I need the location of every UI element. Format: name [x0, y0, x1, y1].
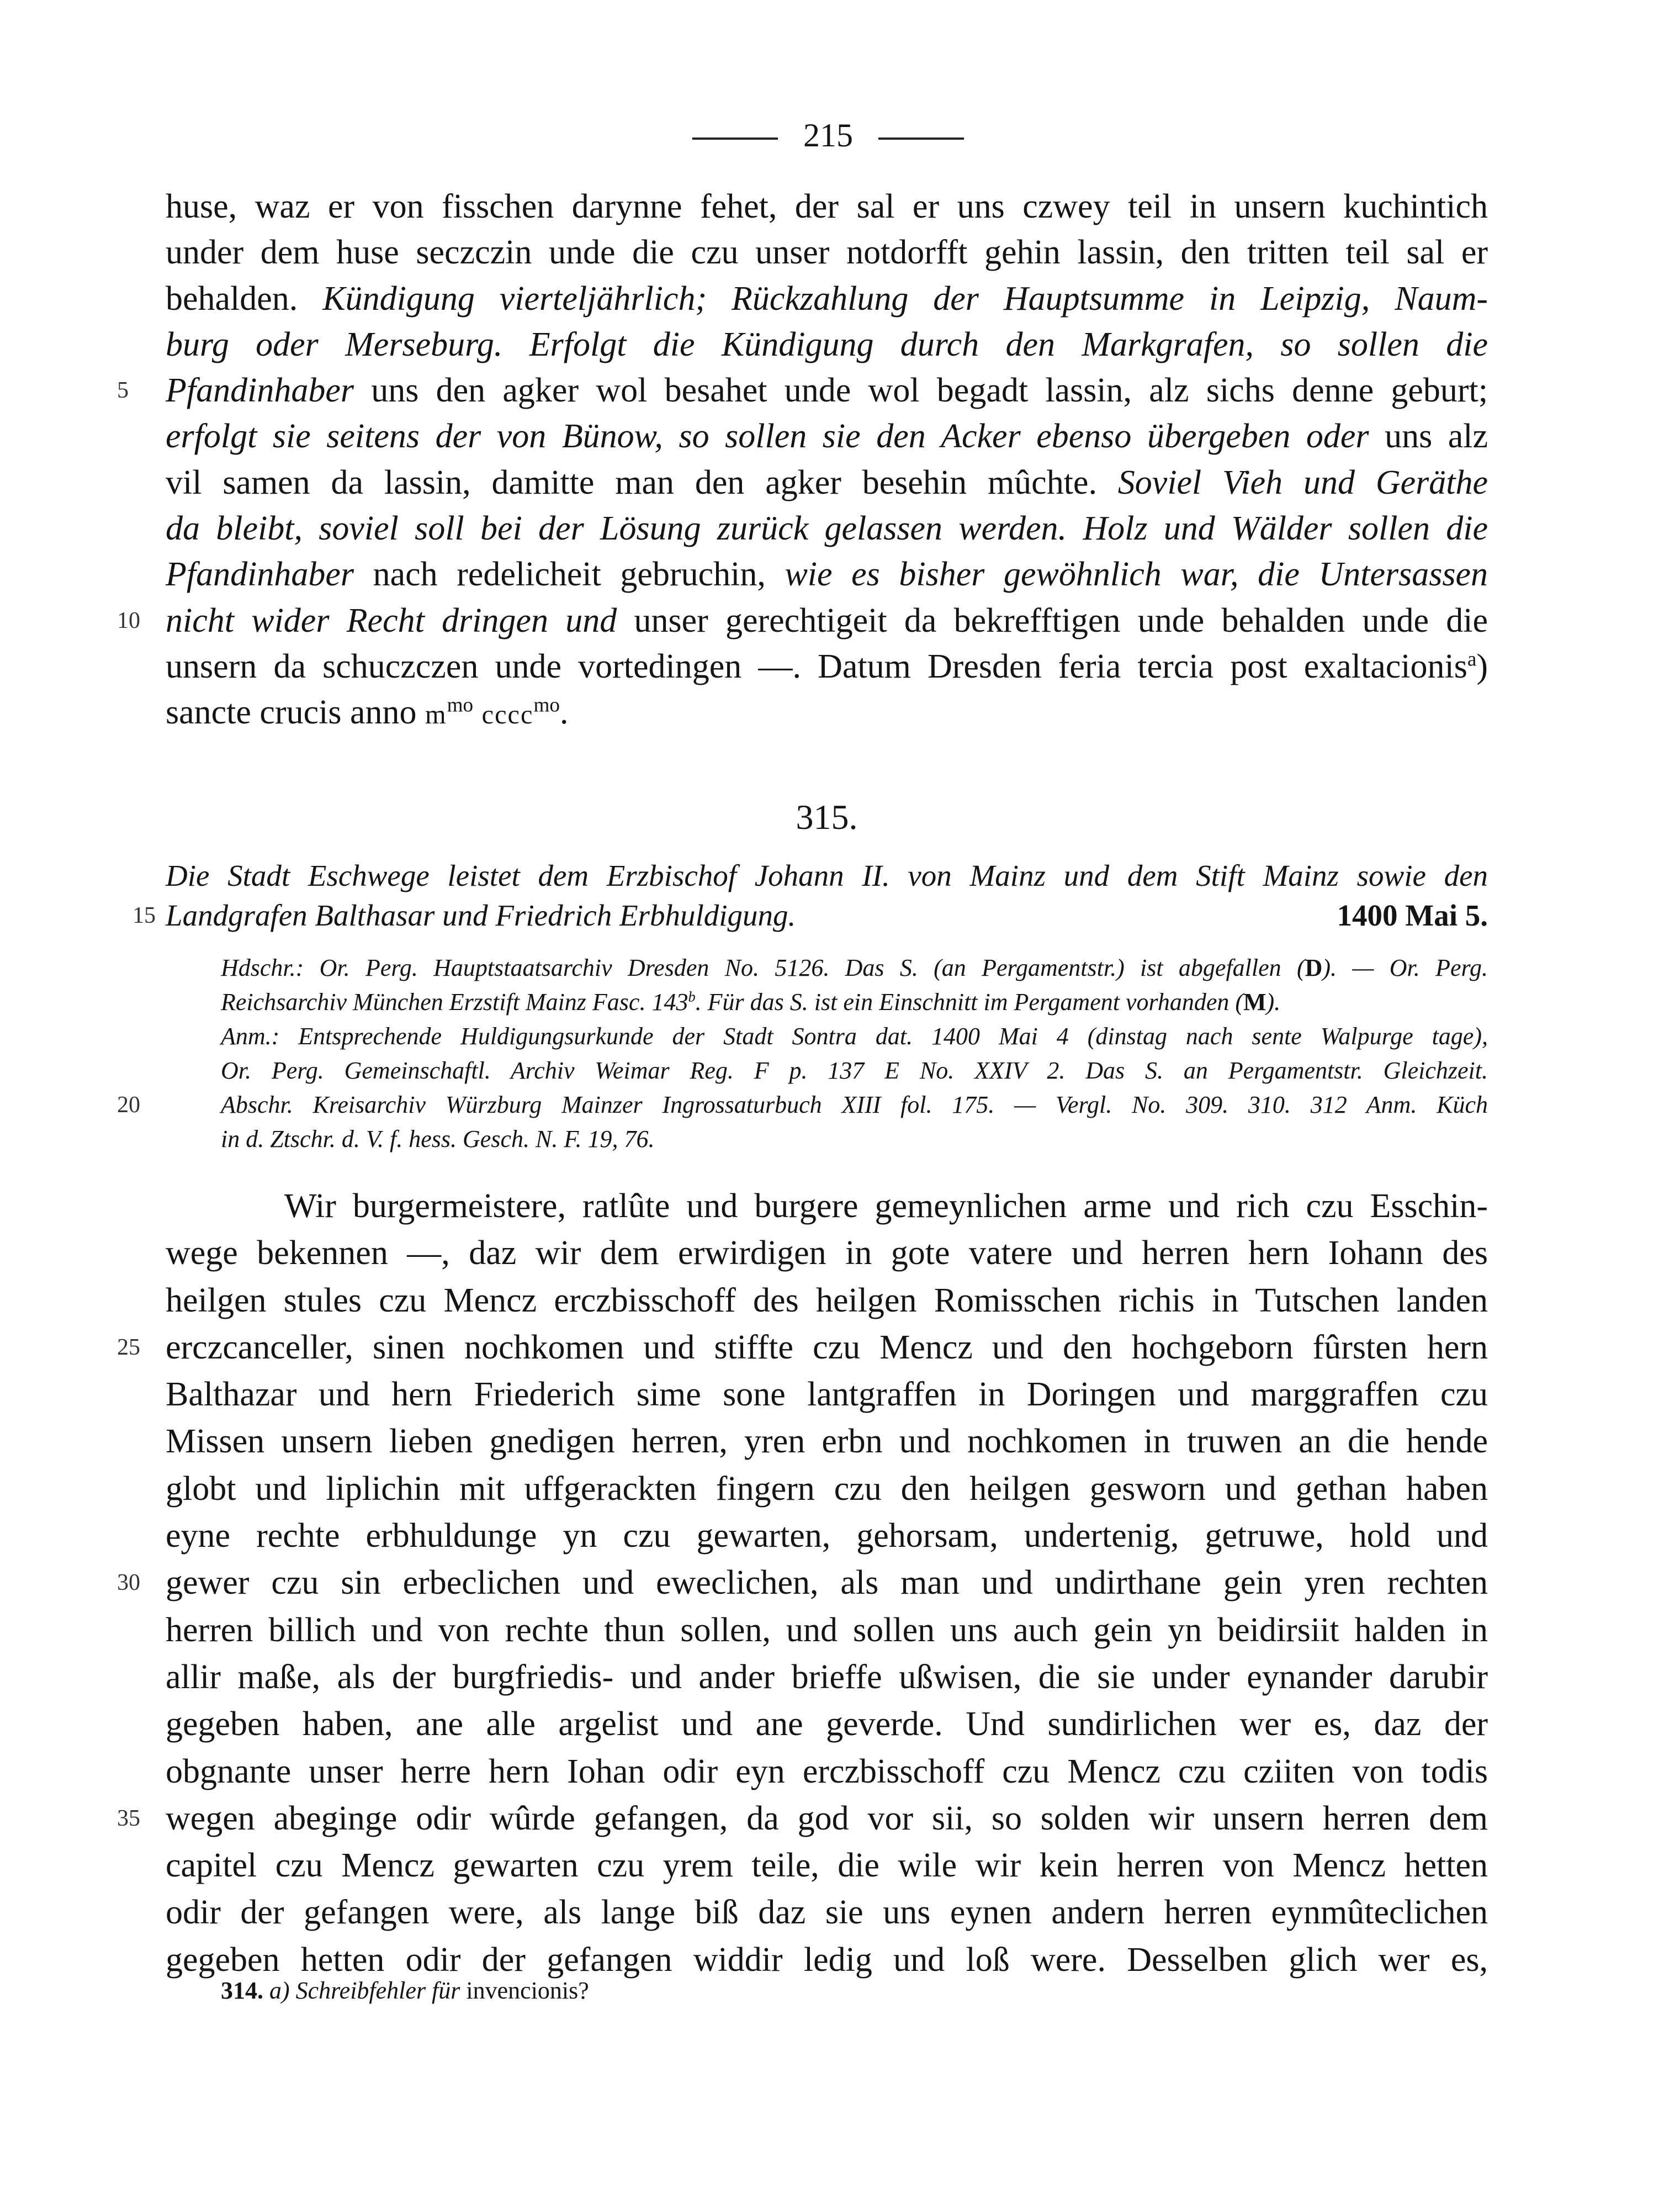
- text-segment: in d. Ztschr. d. V. f. hess. Gesch. N. F. 19, 76.: [221, 1125, 655, 1152]
- text-segment: burg oder Merseburg. Erfolgt die Kündigung durch den Markgrafen, so sollen die: [166, 325, 1488, 363]
- text-line: [117, 1795, 1488, 1842]
- text-line: [166, 322, 1488, 368]
- text-line: [166, 1842, 1488, 1889]
- line-text: gegeben hetten odir der gefangen widdir ledig und loß were. Desselben glich wer es,: [166, 1941, 1488, 1979]
- text-segment: erfolgt sie seitens der von Bünow, so sollen sie den Acker ebenso übergeben oder: [166, 417, 1369, 456]
- line-number: 25: [117, 1334, 140, 1360]
- text-line: [166, 1701, 1488, 1748]
- note-line: [221, 1019, 1488, 1054]
- line-number: 35: [117, 1805, 140, 1831]
- text-segment: da bleibt, soviel soll bei der Lösung zurück gelassen werden. Holz und Wälder sollen die: [166, 510, 1488, 548]
- text-segment: (dinstag nach sente Walpurge tage),: [1068, 1023, 1488, 1050]
- document-rubric: [133, 856, 1488, 935]
- text-segment: Pfandinhaber: [166, 372, 354, 410]
- line-text: gewer czu sin erbeclichen und eweclichen, als man und undirthane gein yren rechten: [166, 1564, 1488, 1602]
- note-line: [221, 985, 1488, 1019]
- text-line: [117, 368, 1488, 414]
- page-header: [663, 113, 994, 157]
- text-segment: Reichsarchiv München Erzstift Mainz Fasc. 143: [221, 988, 688, 1016]
- line-text: obgnante unser herre hern Iohan odir eyn erczbisschoff czu Mencz czu cziiten von todis: [166, 1752, 1488, 1790]
- text-segment: Kündigung vierteljährlich; Rückzahlung der Hauptsumme in Leipzig, Naum-: [322, 279, 1488, 318]
- text-segment: mo: [447, 694, 474, 717]
- header-rule-right: [878, 138, 964, 140]
- text-segment: a: [1467, 648, 1477, 671]
- line-number: 30: [117, 1570, 140, 1596]
- text-segment: unsern da schuczczen unde vortedingen —. Datum Dresden feria tercia post exaltacionis: [166, 647, 1467, 685]
- text-line: [166, 690, 1488, 736]
- note-line: [221, 1122, 1488, 1156]
- line-text: wegen abeginge odir wûrde gefangen, da god vor sii, so solden wir unsern herren dem: [166, 1799, 1488, 1837]
- text-line: [166, 1418, 1488, 1465]
- line-text: odir der gefangen were, als lange biß daz sie uns eynen andern herren eynmûteclichen: [166, 1894, 1488, 1932]
- text-segment: ). — Or. Perg.: [1322, 954, 1488, 981]
- text-line: [166, 230, 1488, 276]
- text-line: [117, 598, 1488, 644]
- text-line: [166, 460, 1488, 506]
- text-segment: under dem huse seczczin unde die czu unser notdorfft gehin lassin, den tritten teil sal er: [166, 234, 1488, 272]
- text-segment: D: [1305, 954, 1323, 981]
- text-segment: Pfandinhaber: [166, 556, 354, 594]
- line-number: 5: [117, 378, 129, 404]
- text-line: [166, 1748, 1488, 1795]
- footnote-ref: 314.: [221, 1977, 263, 2004]
- text-segment: ): [1476, 647, 1488, 685]
- line-text: eyne rechte erbhuldunge yn czu gewarten, gehorsam, undertenig, getruwe, hold und: [166, 1517, 1488, 1555]
- text-segment: uns den agker wol besahet unde wol begadt lassin, alz sichs denne geburt;: [353, 372, 1488, 410]
- note-line: [117, 1088, 1488, 1122]
- footnote-mark: a): [269, 1977, 290, 2004]
- text-segment: vil samen da lassin, damitte man den agker besehin mûchte.: [166, 463, 1118, 501]
- text-segment: Abschr. Kreisarchiv Würzburg Mainzer Ingrossaturbuch XIII fol. 175. — Vergl. No. 309. 310. 312 Anm. Küch: [221, 1091, 1488, 1118]
- text-segment: . Für das S. ist ein Einschnitt im Pergament vorhanden (: [695, 988, 1243, 1016]
- line-text: allir maße, als der burgfriedis- und ander brieffe ußwisen, die sie under eynander darubir: [166, 1658, 1488, 1696]
- text-line: [166, 644, 1488, 690]
- text-segment: unser gerechtigeit da bekrefftigen unde behalden unde die: [617, 601, 1488, 639]
- text-line: [117, 1324, 1488, 1371]
- text-segment: Anm.: Entsprechende Huldigungsurkunde der Stadt Sontra dat. 1400 Mai 4: [221, 1023, 1069, 1050]
- text-segment: ).: [1266, 988, 1281, 1016]
- text-line: [166, 276, 1488, 322]
- line-text: Balthazar und hern Friederich sime sone lantgraffen in Doringen und marggraffen czu: [166, 1376, 1488, 1414]
- page-number: 215: [803, 117, 853, 154]
- text-segment: [473, 694, 482, 731]
- rubric-line: Die Stadt Eschwege leistet dem Erzbischof Johann II. von Mainz und dem Stift Mainz sowie den: [166, 859, 1488, 892]
- text-segment: Or. Perg. Gemeinschaftl. Archiv Weimar Reg. F p. 137 E No. XXIV 2. Das S. an Pergamentstr. Gleichzeit.: [221, 1057, 1488, 1084]
- text-segment: m: [425, 700, 447, 730]
- text-segment: nach redelicheit gebruchin,: [353, 556, 785, 594]
- text-segment: cccc: [481, 700, 534, 730]
- line-text: herren billich und von rechte thun sollen, und sollen uns auch gein yn beidirsiit halden in: [166, 1611, 1488, 1649]
- line-text: Missen unsern lieben gnedigen herren, yren erbn und nochkomen in truwen an die hende: [166, 1423, 1488, 1461]
- text-segment: mo: [533, 694, 560, 717]
- text-segment: behalden.: [166, 279, 323, 318]
- text-segment: sancte crucis anno: [166, 694, 425, 732]
- text-line: [166, 1466, 1488, 1513]
- text-segment: Hdschr.: Or. Perg. Hauptstaatsarchiv Dresden No. 5126. Das S. (an Pergamentstr.) ist abgefallen (: [221, 954, 1305, 981]
- line-text: heilgen stules czu Mencz erczbisschoff des heilgen Romisschen richis in Tutschen landen: [166, 1281, 1488, 1319]
- line-text: gegeben haben, ane alle argelist und ane geverde. Und sundirlichen wer es, daz der: [166, 1705, 1488, 1743]
- header-rule-left: [692, 138, 778, 140]
- text-segment: nicht wider Recht dringen und: [166, 601, 617, 639]
- line-text: globt und liplichin mit uffgerackten fingern czu den heilgen gesworn und gethan haben: [166, 1469, 1488, 1508]
- text-line: [166, 414, 1488, 459]
- text-line: [166, 1371, 1488, 1418]
- text-segment: wie es bisher gewöhnlich war, die Untersassen: [785, 556, 1488, 594]
- line-text: erczcanceller, sinen nochkomen und stiffte czu Mencz und den hochgeborn fûrsten hern: [166, 1328, 1488, 1366]
- text-segment: uns alz: [1369, 417, 1488, 456]
- text-segment: Soviel Vieh und Geräthe: [1117, 463, 1488, 501]
- text-segment: .: [560, 694, 569, 732]
- line-number: 20: [117, 1092, 140, 1118]
- document-314-continuation: [117, 184, 1488, 736]
- text-segment: M: [1243, 988, 1266, 1016]
- source-notes: [117, 951, 1488, 1156]
- note-line: [221, 1054, 1488, 1088]
- text-line: [166, 1889, 1488, 1936]
- line-text: capitel czu Mencz gewarten czu yrem teile, die wile wir kein herren von Mencz hetten: [166, 1847, 1488, 1885]
- line-text: wege bekennen —, daz wir dem erwirdigen in gote vatere und herren hern Iohann des: [166, 1234, 1488, 1272]
- text-line: [166, 1654, 1488, 1701]
- line-number: 15: [133, 903, 156, 928]
- text-segment: b: [688, 988, 696, 1005]
- text-line: [166, 552, 1488, 598]
- footnote: [221, 1974, 589, 2007]
- document-315-text: [117, 1183, 1488, 1984]
- text-line: [166, 1277, 1488, 1324]
- footnote-text: invencionis?: [460, 1977, 589, 2004]
- text-line: [166, 506, 1488, 552]
- text-line: [166, 184, 1488, 230]
- footnote-label: Schreibfehler für: [295, 1977, 460, 2004]
- text-line: [166, 1513, 1488, 1559]
- rubric-line: 15 Landgrafen Balthasar und Friedrich Erbhuldigung. 1400 Mai 5.: [166, 896, 1488, 935]
- document-number: 315.: [796, 797, 858, 837]
- text-segment: huse, waz er von fisschen darynne fehet, der sal er uns czwey teil in unsern kuchintich: [166, 188, 1488, 225]
- text-line: [117, 1559, 1488, 1606]
- line-number: 10: [117, 607, 140, 633]
- note-line: [221, 951, 1488, 985]
- text-line: [166, 1230, 1488, 1277]
- text-line: [166, 1183, 1488, 1230]
- text-line: [166, 1607, 1488, 1654]
- document-date: 1400 Mai 5.: [1337, 898, 1488, 932]
- line-text: Wir burgermeistere, ratlûte und burgere gemeynlichen arme und rich czu Esschin-: [284, 1187, 1488, 1225]
